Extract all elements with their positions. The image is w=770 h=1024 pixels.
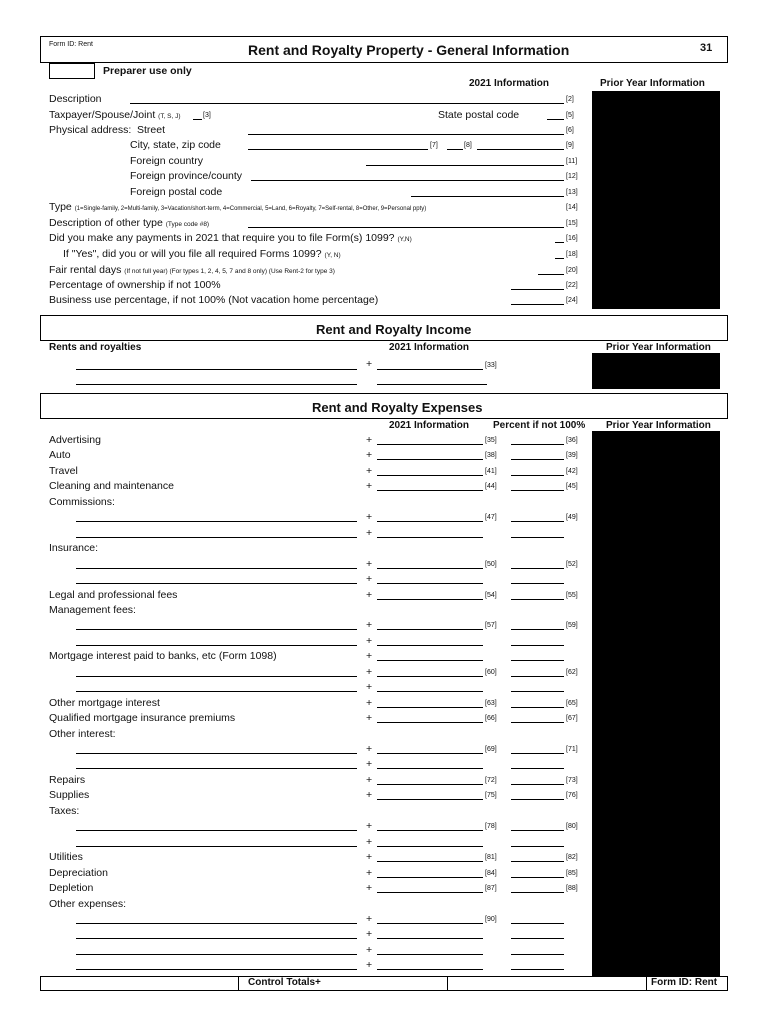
rents-label: Rents and royalties bbox=[49, 342, 142, 353]
code-18: [18] bbox=[566, 251, 578, 258]
expense-amount-field[interactable] bbox=[377, 521, 483, 522]
expense-description-field[interactable] bbox=[76, 568, 357, 569]
plus-sign: + bbox=[366, 712, 373, 724]
expense-label: Other mortgage interest bbox=[49, 697, 160, 709]
description-label: Description bbox=[49, 93, 102, 105]
expense-code: [44] bbox=[485, 483, 497, 490]
code-3: [3] bbox=[203, 112, 211, 119]
percent-code: [36] bbox=[566, 437, 578, 444]
type-text: Type bbox=[49, 201, 72, 213]
expense-percent-field[interactable] bbox=[511, 722, 564, 723]
expense-percent-field[interactable] bbox=[511, 629, 564, 630]
expense-label: Depreciation bbox=[49, 867, 108, 879]
prior-year-redacted-general bbox=[592, 91, 720, 309]
code-15: [15] bbox=[566, 220, 578, 227]
expense-description-field[interactable] bbox=[76, 537, 357, 538]
other-type-field[interactable] bbox=[248, 227, 564, 228]
expense-percent-field[interactable] bbox=[511, 892, 564, 893]
ownership-field[interactable] bbox=[511, 289, 564, 290]
foreign-province-label: Foreign province/county bbox=[130, 170, 243, 182]
if-yes-field[interactable] bbox=[555, 258, 564, 259]
expense-percent-field[interactable] bbox=[511, 537, 564, 538]
expense-description-field[interactable] bbox=[76, 629, 357, 630]
plus-sign: + bbox=[366, 944, 373, 956]
plus-sign: + bbox=[366, 820, 373, 832]
expense-percent-field[interactable] bbox=[511, 861, 564, 862]
payments-1099-field[interactable] bbox=[555, 242, 564, 243]
expense-percent-field[interactable] bbox=[511, 444, 564, 445]
plus-sign: + bbox=[366, 774, 373, 786]
expenses-col-percent: Percent if not 100% bbox=[493, 420, 586, 431]
expense-description-field[interactable] bbox=[76, 521, 357, 522]
expense-description-field[interactable] bbox=[76, 954, 357, 955]
expense-description-field[interactable] bbox=[76, 753, 357, 754]
expense-label: Insurance: bbox=[49, 542, 99, 554]
taxpayer-text: Taxpayer/Spouse/Joint bbox=[49, 109, 156, 121]
taxpayer-field[interactable] bbox=[193, 119, 202, 120]
code-24: [24] bbox=[566, 297, 578, 304]
expense-amount-field[interactable] bbox=[377, 599, 483, 600]
expense-label: Advertising bbox=[49, 434, 101, 446]
expense-label: Qualified mortgage insurance premiums bbox=[49, 712, 236, 724]
fair-rental-label bbox=[49, 264, 335, 276]
plus-sign: + bbox=[366, 589, 373, 601]
plus-sign: + bbox=[366, 434, 373, 446]
expense-label: Taxes: bbox=[49, 805, 80, 817]
expense-code: [78] bbox=[485, 823, 497, 830]
expense-amount-field[interactable] bbox=[377, 923, 483, 924]
page-title: Rent and Royalty Property - General Information bbox=[248, 42, 570, 58]
expense-amount-field[interactable] bbox=[377, 629, 483, 630]
expense-description-field[interactable] bbox=[76, 676, 357, 677]
plus-sign: + bbox=[366, 681, 373, 693]
expense-percent-field[interactable] bbox=[511, 938, 564, 939]
plus-sign: + bbox=[366, 619, 373, 631]
code-14: [14] bbox=[566, 204, 578, 211]
fair-rental-text: Fair rental days bbox=[49, 264, 122, 276]
prior-year-redacted-income bbox=[592, 353, 720, 389]
business-use-field[interactable] bbox=[511, 304, 564, 305]
percent-code: [73] bbox=[566, 777, 578, 784]
expense-percent-field[interactable] bbox=[511, 691, 564, 692]
expense-description-field[interactable] bbox=[76, 583, 357, 584]
plus-sign: + bbox=[366, 959, 373, 971]
expense-label: Cleaning and maintenance bbox=[49, 480, 174, 492]
expense-code: [60] bbox=[485, 669, 497, 676]
code-5: [5] bbox=[566, 112, 574, 119]
expense-label: Auto bbox=[49, 449, 71, 461]
expense-description-field[interactable] bbox=[76, 938, 357, 939]
expense-percent-field[interactable] bbox=[511, 475, 564, 476]
foreign-postal-label: Foreign postal code bbox=[130, 186, 223, 198]
expense-code: [75] bbox=[485, 792, 497, 799]
if-yes-text: If "Yes", did you or will you file all required Forms 1099? bbox=[63, 248, 322, 260]
income-plus: + bbox=[366, 358, 373, 370]
expense-description-field[interactable] bbox=[76, 846, 357, 847]
footer-divider-2 bbox=[447, 976, 448, 991]
type-label bbox=[49, 201, 426, 213]
expense-code: [47] bbox=[485, 514, 497, 521]
fair-rental-hint: (If not full year) (For types 1, 2, 4, 5, 7 and 8 only) (Use Rent-2 for type 3) bbox=[124, 268, 335, 275]
business-use-label: Business use percentage, if not 100% (Not vacation home percentage) bbox=[49, 294, 379, 306]
percent-code: [42] bbox=[566, 468, 578, 475]
if-yes-label bbox=[63, 248, 341, 260]
code-2: [2] bbox=[566, 96, 574, 103]
expense-code: [81] bbox=[485, 854, 497, 861]
expense-label: Supplies bbox=[49, 789, 90, 801]
expense-percent-field[interactable] bbox=[511, 923, 564, 924]
page-number: 31 bbox=[700, 42, 713, 54]
form-id-label: Form ID: Rent bbox=[49, 41, 93, 48]
percent-code: [45] bbox=[566, 483, 578, 490]
expense-percent-field[interactable] bbox=[511, 599, 564, 600]
expenses-title: Rent and Royalty Expenses bbox=[312, 400, 483, 415]
zip-field[interactable] bbox=[477, 149, 564, 150]
expense-amount-field[interactable] bbox=[377, 490, 483, 491]
taxpayer-label bbox=[49, 109, 181, 121]
plus-sign: + bbox=[366, 527, 373, 539]
expense-percent-field[interactable] bbox=[511, 676, 564, 677]
street-label: Street bbox=[137, 124, 166, 136]
expense-description-field[interactable] bbox=[76, 969, 357, 970]
expense-label: Travel bbox=[49, 465, 78, 477]
expense-percent-field[interactable] bbox=[511, 521, 564, 522]
expense-amount-field[interactable] bbox=[377, 799, 483, 800]
code-16: [16] bbox=[566, 235, 578, 242]
income-col-current: 2021 Information bbox=[389, 342, 470, 353]
expense-description-field[interactable] bbox=[76, 768, 357, 769]
expense-percent-field[interactable] bbox=[511, 753, 564, 754]
expense-amount-field[interactable] bbox=[377, 768, 483, 769]
income-title: Rent and Royalty Income bbox=[316, 322, 472, 337]
expense-label: Depletion bbox=[49, 882, 94, 894]
expense-label: Mortgage interest paid to banks, etc (Form 1098) bbox=[49, 650, 277, 662]
expense-amount-field[interactable] bbox=[377, 877, 483, 878]
expense-amount-field[interactable] bbox=[377, 691, 483, 692]
expense-code: [38] bbox=[485, 452, 497, 459]
percent-code: [80] bbox=[566, 823, 578, 830]
expense-amount-field[interactable] bbox=[377, 459, 483, 460]
plus-sign: + bbox=[366, 789, 373, 801]
expense-label: Management fees: bbox=[49, 604, 136, 616]
expense-description-field[interactable] bbox=[76, 830, 357, 831]
payments-1099-label bbox=[49, 232, 412, 244]
percent-code: [59] bbox=[566, 622, 578, 629]
city-label: City, state, zip code bbox=[130, 139, 221, 151]
plus-sign: + bbox=[366, 928, 373, 940]
expense-description-field[interactable] bbox=[76, 923, 357, 924]
expense-amount-field[interactable] bbox=[377, 938, 483, 939]
code-20: [20] bbox=[566, 267, 578, 274]
expense-percent-field[interactable] bbox=[511, 784, 564, 785]
plus-sign: + bbox=[366, 697, 373, 709]
taxpayer-hint: (T, S, J) bbox=[158, 113, 181, 120]
code-7: [7] bbox=[430, 142, 438, 149]
state-postal-label: State postal code bbox=[438, 109, 520, 121]
expense-amount-field[interactable] bbox=[377, 784, 483, 785]
expense-amount-field[interactable] bbox=[377, 830, 483, 831]
footer-form-id: Form ID: Rent bbox=[651, 977, 718, 988]
income-amount-2[interactable] bbox=[377, 384, 487, 385]
expense-amount-field[interactable] bbox=[377, 722, 483, 723]
expense-amount-field[interactable] bbox=[377, 892, 483, 893]
expense-percent-field[interactable] bbox=[511, 707, 564, 708]
payments-hint: (Y,N) bbox=[397, 236, 412, 243]
income-desc-1[interactable] bbox=[76, 369, 357, 370]
preparer-label: Preparer use only bbox=[103, 65, 192, 77]
percent-code: [71] bbox=[566, 746, 578, 753]
physical-address-label: Physical address: bbox=[49, 124, 132, 136]
description-field[interactable] bbox=[130, 103, 564, 104]
code-9: [9] bbox=[566, 142, 574, 149]
expense-amount-field[interactable] bbox=[377, 969, 483, 970]
state-field[interactable] bbox=[447, 149, 463, 150]
expense-percent-field[interactable] bbox=[511, 490, 564, 491]
income-desc-2[interactable] bbox=[76, 384, 357, 385]
preparer-box[interactable] bbox=[49, 63, 95, 79]
expense-code: [50] bbox=[485, 561, 497, 568]
expense-label: Other interest: bbox=[49, 728, 116, 740]
percent-code: [88] bbox=[566, 885, 578, 892]
prior-year-redacted-expenses bbox=[592, 431, 720, 977]
code-12: [12] bbox=[566, 173, 578, 180]
expense-percent-field[interactable] bbox=[511, 459, 564, 460]
city-field[interactable] bbox=[248, 149, 428, 150]
plus-sign: + bbox=[366, 913, 373, 925]
expense-amount-field[interactable] bbox=[377, 537, 483, 538]
footer-divider-3 bbox=[646, 976, 647, 991]
percent-code: [39] bbox=[566, 452, 578, 459]
other-type-label bbox=[49, 217, 209, 229]
expense-amount-field[interactable] bbox=[377, 861, 483, 862]
other-type-hint: (Type code #8) bbox=[165, 221, 210, 228]
expense-amount-field[interactable] bbox=[377, 954, 483, 955]
code-22: [22] bbox=[566, 282, 578, 289]
percent-code: [82] bbox=[566, 854, 578, 861]
expense-percent-field[interactable] bbox=[511, 877, 564, 878]
expense-description-field[interactable] bbox=[76, 691, 357, 692]
foreign-province-field[interactable] bbox=[251, 180, 564, 181]
plus-sign: + bbox=[366, 650, 373, 662]
percent-code: [65] bbox=[566, 700, 578, 707]
plus-sign: + bbox=[366, 558, 373, 570]
expense-code: [72] bbox=[485, 777, 497, 784]
percent-code: [76] bbox=[566, 792, 578, 799]
plus-sign: + bbox=[366, 480, 373, 492]
footer-divider-1 bbox=[238, 976, 239, 991]
expense-code: [90] bbox=[485, 916, 497, 923]
plus-sign: + bbox=[366, 882, 373, 894]
plus-sign: + bbox=[366, 851, 373, 863]
fair-rental-field[interactable] bbox=[538, 274, 564, 275]
expense-percent-field[interactable] bbox=[511, 830, 564, 831]
ownership-label: Percentage of ownership if not 100% bbox=[49, 279, 221, 291]
plus-sign: + bbox=[366, 449, 373, 461]
code-13: [13] bbox=[566, 189, 578, 196]
expense-code: [41] bbox=[485, 468, 497, 475]
type-hint: (1=Single-family, 2=Multi-family, 3=Vacation/short-term, 4=Commercial, 5=Land, 6=Royalty, 7=Self-rental, 8=Other, 9=Personal ppty) bbox=[74, 206, 427, 212]
col-prior-header: Prior Year Information bbox=[600, 78, 705, 89]
income-amount-1[interactable] bbox=[377, 369, 483, 370]
code-8: [8] bbox=[464, 142, 472, 149]
expense-label: Other expenses: bbox=[49, 898, 127, 910]
expense-percent-field[interactable] bbox=[511, 660, 564, 661]
percent-code: [52] bbox=[566, 561, 578, 568]
plus-sign: + bbox=[366, 743, 373, 755]
footer-box bbox=[40, 976, 728, 991]
expense-percent-field[interactable] bbox=[511, 846, 564, 847]
payments-1099-text: Did you make any payments in 2021 that require you to file Form(s) 1099? bbox=[49, 232, 395, 244]
col-current-header: 2021 Information bbox=[469, 78, 550, 89]
plus-sign: + bbox=[366, 867, 373, 879]
other-type-text: Description of other type bbox=[49, 217, 163, 229]
expense-amount-field[interactable] bbox=[377, 660, 483, 661]
expense-description-field[interactable] bbox=[76, 645, 357, 646]
expense-amount-field[interactable] bbox=[377, 707, 483, 708]
foreign-postal-field[interactable] bbox=[411, 196, 564, 197]
plus-sign: + bbox=[366, 573, 373, 585]
code-33: [33] bbox=[485, 362, 497, 369]
expense-code: [35] bbox=[485, 437, 497, 444]
state-postal-field[interactable] bbox=[547, 119, 564, 120]
plus-sign: + bbox=[366, 758, 373, 770]
expense-label: Legal and professional fees bbox=[49, 589, 178, 601]
expense-label: Commissions: bbox=[49, 496, 115, 508]
percent-code: [62] bbox=[566, 669, 578, 676]
percent-code: [67] bbox=[566, 715, 578, 722]
expense-code: [66] bbox=[485, 715, 497, 722]
expense-amount-field[interactable] bbox=[377, 846, 483, 847]
expense-label: Repairs bbox=[49, 774, 86, 786]
expense-percent-field[interactable] bbox=[511, 799, 564, 800]
income-col-prior: Prior Year Information bbox=[606, 342, 711, 353]
expense-percent-field[interactable] bbox=[511, 583, 564, 584]
expense-percent-field[interactable] bbox=[511, 568, 564, 569]
foreign-country-field[interactable] bbox=[366, 165, 564, 166]
if-yes-hint: (Y, N) bbox=[324, 252, 341, 259]
plus-sign: + bbox=[366, 836, 373, 848]
expense-amount-field[interactable] bbox=[377, 444, 483, 445]
code-6: [6] bbox=[566, 127, 574, 134]
expense-percent-field[interactable] bbox=[511, 969, 564, 970]
expense-percent-field[interactable] bbox=[511, 954, 564, 955]
expense-percent-field[interactable] bbox=[511, 768, 564, 769]
expense-percent-field[interactable] bbox=[511, 645, 564, 646]
expense-amount-field[interactable] bbox=[377, 676, 483, 677]
plus-sign: + bbox=[366, 465, 373, 477]
expense-code: [57] bbox=[485, 622, 497, 629]
code-11: [11] bbox=[566, 158, 578, 165]
expense-code: [63] bbox=[485, 700, 497, 707]
expense-amount-field[interactable] bbox=[377, 753, 483, 754]
plus-sign: + bbox=[366, 511, 373, 523]
percent-code: [49] bbox=[566, 514, 578, 521]
expense-code: [54] bbox=[485, 592, 497, 599]
percent-code: [55] bbox=[566, 592, 578, 599]
expense-amount-field[interactable] bbox=[377, 475, 483, 476]
percent-code: [85] bbox=[566, 870, 578, 877]
expense-amount-field[interactable] bbox=[377, 645, 483, 646]
street-field[interactable] bbox=[248, 134, 564, 135]
foreign-country-label: Foreign country bbox=[130, 155, 203, 167]
expenses-col-current: 2021 Information bbox=[389, 420, 470, 431]
expense-amount-field[interactable] bbox=[377, 568, 483, 569]
expense-code: [84] bbox=[485, 870, 497, 877]
expense-code: [87] bbox=[485, 885, 497, 892]
expense-label: Utilities bbox=[49, 851, 83, 863]
expense-amount-field[interactable] bbox=[377, 583, 483, 584]
expenses-col-prior: Prior Year Information bbox=[606, 420, 711, 431]
expense-code: [69] bbox=[485, 746, 497, 753]
control-totals-label: Control Totals+ bbox=[248, 977, 321, 988]
plus-sign: + bbox=[366, 635, 373, 647]
plus-sign: + bbox=[366, 666, 373, 678]
